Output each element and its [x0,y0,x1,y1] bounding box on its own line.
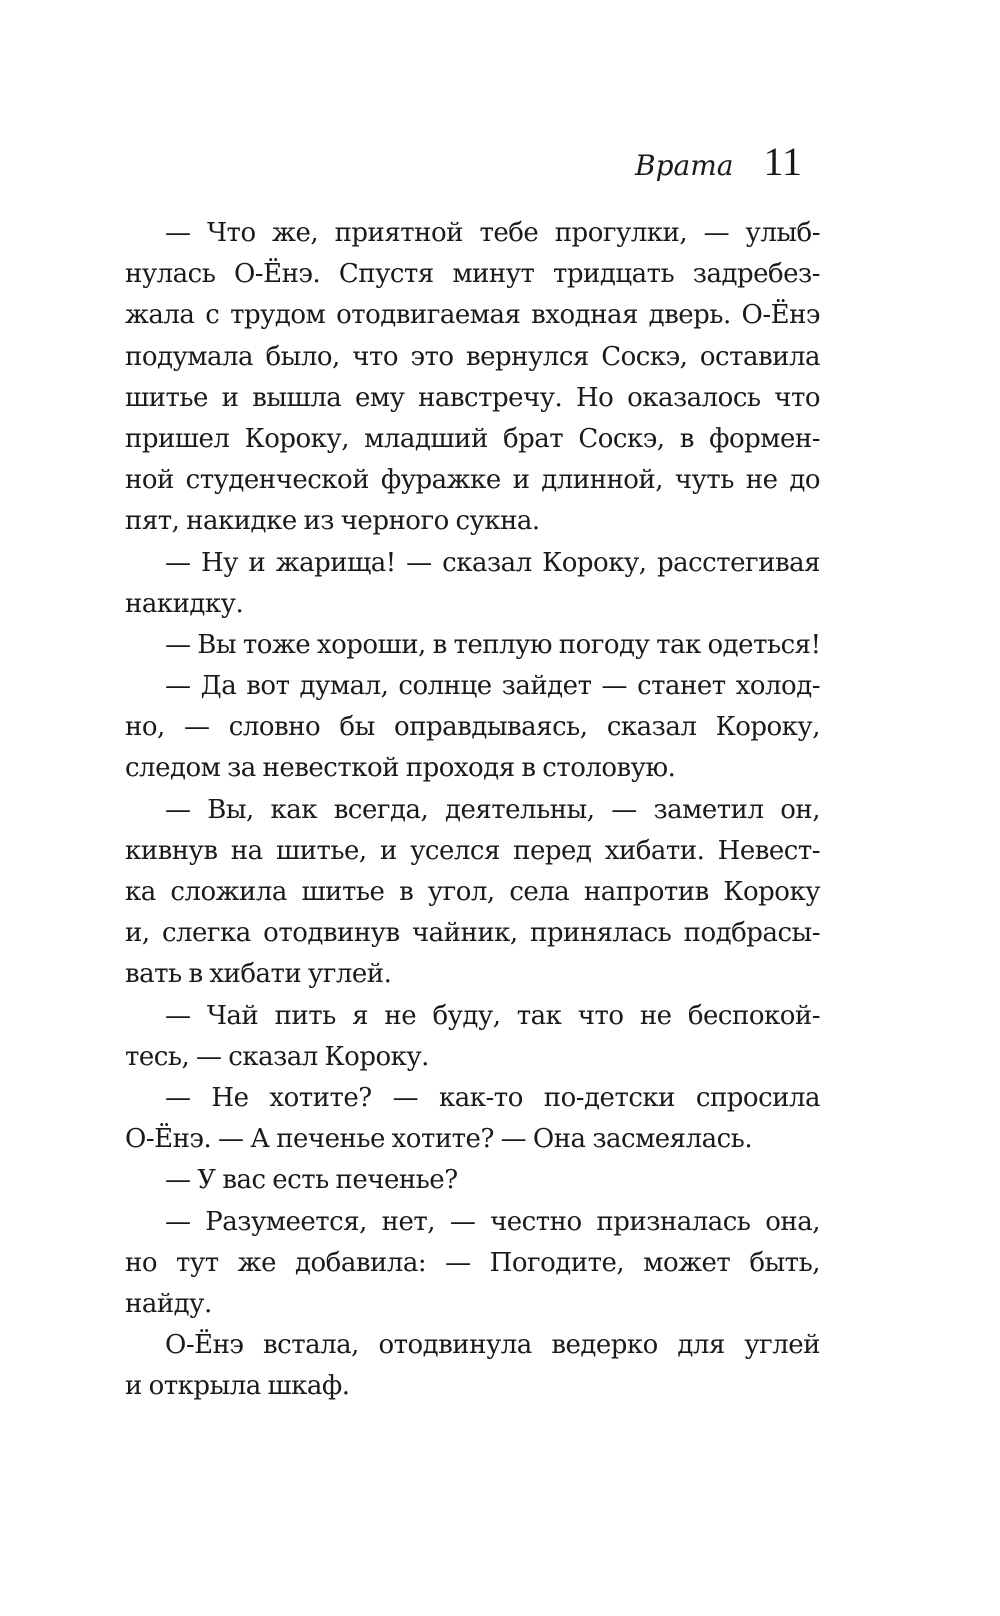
text-line: и, слегка отодвинув чайник, принялась подбрасы- [125,918,820,949]
text-line: — Что же, приятной тебе прогулки, — улыб- [165,218,820,248]
text-line: следом за невесткой проходя в столовую. [125,753,676,784]
text-line: пришел Короку, младший брат Соскэ, в формен- [125,423,820,454]
text-line: накидку. [125,588,244,619]
text-line: О-Ёнэ встала, отодвинула ведерко для углей [165,1330,820,1361]
text-line: — Да вот думал, солнце зайдет — станет холод- [165,671,820,702]
text-line: но тут же добавила: — Погодите, может быть, [125,1247,820,1278]
text-line: жала с трудом отодвигаемая входная дверь. О-Ёнэ [125,300,820,331]
text-line: ной студенческой фуражке и длинной, чуть не до [125,465,820,496]
text-line: пят, накидке из черного сукна. [125,506,540,537]
text-line: и открыла шкаф. [125,1371,350,1402]
body-text [125,213,820,1407]
text-line: — Разумеется, нет, — честно призналась она, [165,1206,820,1237]
text-line: — Не хотите? — как-то по-детски спросила [165,1082,820,1113]
text-line: — Ну и жарища! — сказал Короку, расстегивая [165,547,820,578]
text-line: О-Ёнэ. — А печенье хотите? — Она засмеялась. [125,1124,753,1155]
text-line: — Чай пить я не буду, так что не беспокой- [165,1000,820,1031]
page-number: 11 [763,139,802,184]
text-line: — У вас есть печенье? [165,1165,458,1196]
text-line: нулась О-Ёнэ. Спустя минут тридцать задребез- [125,259,820,290]
section-title: Врата [635,149,734,182]
text-line: найду. [125,1288,212,1319]
text-line: кивнув на шитье, и уселся перед хибати. Невест- [125,835,820,866]
running-head [635,138,802,188]
text-line: — Вы, как всегда, деятельны, — заметил он, [165,794,820,825]
text-line: ка сложила шитье в угол, села напротив Короку [125,877,820,907]
text-line: но, — словно бы оправдываясь, сказал Короку, [125,712,820,743]
text-line: шитье и вышла ему навстречу. Но оказалось что [125,382,820,413]
text-line: вать в хибати углей. [125,959,392,990]
text-line: подумала было, что это вернулся Соскэ, оставила [125,341,820,372]
text-line: тесь, — сказал Короку. [125,1041,429,1072]
text-line: — Вы тоже хороши, в теплую погоду так одеться! [165,629,821,660]
